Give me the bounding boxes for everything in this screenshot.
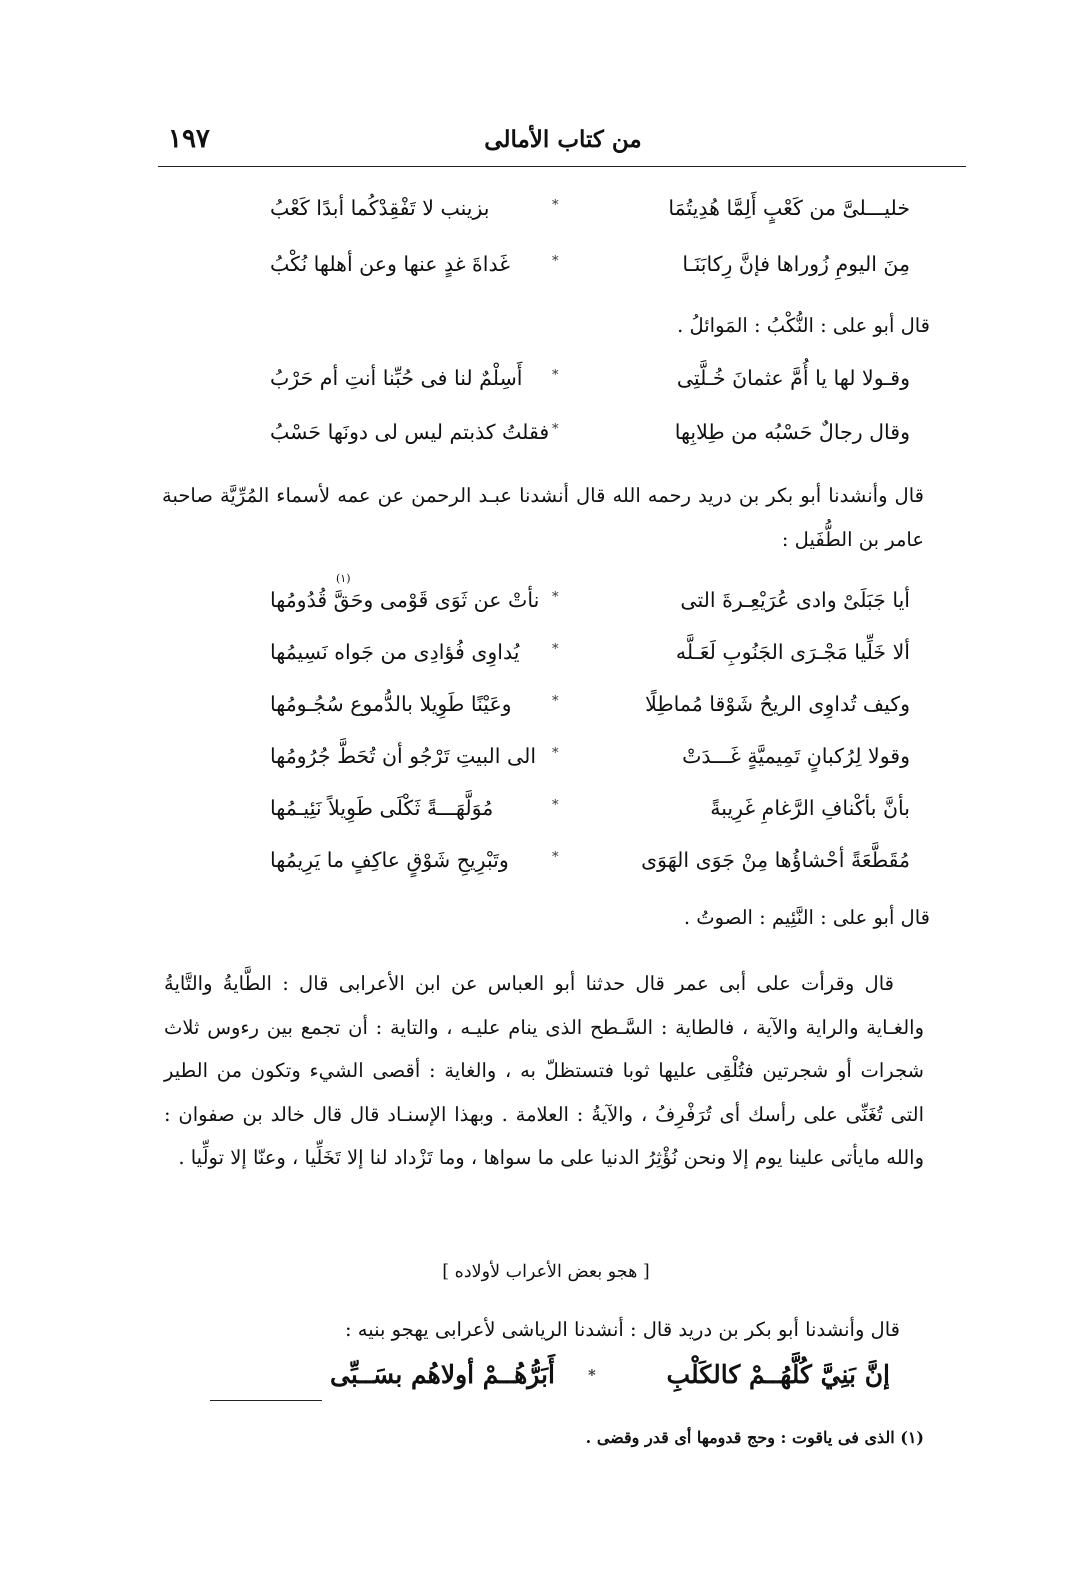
verse-second-hemistich: مُوَلَّهَـــةً ثَكْلَى طَوِيلاً نَئِيـمُها <box>270 796 494 820</box>
verse-line <box>270 692 910 732</box>
intro-asmaa: قال وأنشدنا أبو بكر بن دريد رحمه الله قال أنشدنا عبـد الرحمن عن عمه لأسماء المُرِّيَّة صاحبة عامر بن الطُّفَيل : <box>162 484 924 551</box>
verse-first-hemistich: مِنَ اليومِ زُوراها فإنَّ رِكابَنَـا <box>682 252 910 276</box>
verse-line <box>270 196 910 236</box>
verse-first-hemistich: وقـولا لها يا أُمَّ عثمانَ خُـلَّتِى <box>676 366 910 390</box>
verse-first-hemistich: وقال رجالٌ حَسْبُه من طِلابِها <box>674 420 910 444</box>
page-title: من كتاب الأمالى <box>484 126 642 153</box>
verse-line <box>270 744 910 784</box>
verse-second-hemistich: أَبَرُّهُــمْ أولاهُم بسَــبِّى <box>330 1360 555 1389</box>
running-head <box>160 118 966 158</box>
verse-first-hemistich: مُقَطَّعَةً أحْشاؤُها مِنْ جَوَى الهَوَى <box>641 848 910 872</box>
blank-line <box>210 1400 322 1401</box>
verse-line <box>270 252 910 292</box>
verse-first-hemistich: أيا جَبَلَىْ وادى عُرَيْعِـرةَ التى <box>680 588 910 612</box>
verse-separator-star: * <box>552 642 559 657</box>
intro-riyashi: قال وأنشدنا أبو بكر بن دريد قال : أنشدنا الرياشى لأعرابى يهجو بنيه : <box>344 1318 900 1341</box>
verse-second-hemistich: فقلتُ كذبتم ليس لى دونَها حَسْبُ <box>270 420 550 444</box>
verse-first-hemistich: وقولا لِرُكبانٍ تَمِيميَّةٍ غَـــدَتْ <box>682 744 910 768</box>
section-heading: [ هجو بعض الأعراب لأولاده ] <box>442 1262 650 1282</box>
verse-first-hemistich: خليـــلىَّ من كَعْبٍ أَلِمَّا هُدِيتُمَا <box>668 196 910 220</box>
header-rule <box>158 166 966 167</box>
verse-line <box>270 796 910 836</box>
verse-line <box>270 640 910 680</box>
verse-second-hemistich: نأتْ عن ثَوَى قَوْمى وحَقَّ قُدُومُها <box>270 588 540 612</box>
gloss-naim: قال أبو على : النَّئِيم : الصوتُ . <box>683 906 930 929</box>
verse-separator-star: * <box>552 254 559 269</box>
verse-second-hemistich: وتَبْرِيحِ شَوْقٍ عاكِفٍ ما يَرِيمُها <box>270 848 509 872</box>
verse-second-hemistich: الى البيتِ تَرْجُو أن تُحَطَّ جُرُومُها <box>270 744 537 768</box>
verse-second-hemistich: وعَيْنًا طَوِيلا بالدُّموع سُجُـومُها <box>270 692 512 716</box>
verse-separator-star: * <box>552 694 559 709</box>
verse-second-hemistich: بزينب لا تَفْقِدْكُما أبدًا كَعْبُ <box>270 196 490 220</box>
verse-first-hemistich: إنَّ بَنِيَّ كُلَّهُــمْ كالكَلْبِ <box>666 1360 890 1389</box>
verse-separator-star: * <box>552 198 559 213</box>
verse-separator-star: * <box>552 590 559 605</box>
verse-line <box>270 420 910 460</box>
verse-separator-star: * <box>552 368 559 383</box>
verse-line <box>270 848 910 888</box>
verse-separator-star: * <box>552 746 559 761</box>
verse-second-hemistich: يُداوِى فُؤادِى من جَواه نَسِيمُها <box>270 640 520 664</box>
page-number: ١٩٧ <box>168 124 210 154</box>
paragraph-taya <box>164 962 924 1180</box>
verse-first-hemistich: ألا خَلِّيا مَجْـرَى الجَنُوبِ لَعَـلَّه <box>675 640 910 664</box>
verse-second-hemistich: أَسِلْمٌ لنا فى حُبِّنا أنتِ أم حَرْبُ <box>270 366 523 390</box>
verse-separator-star: * <box>552 850 559 865</box>
verse-line <box>270 366 910 406</box>
gloss-nukb: قال أبو على : النُّكْبُ : المَوائلُ . <box>677 314 930 337</box>
paragraph-taya-text: قال وقرأت على أبى عمر قال حدثنا أبو العباس عن ابن الأعرابى قال : الطَّايةُ والتَّايةُ والغـاية والراية والآية ، فالطاية : السَّـطح الذى ينام عليـه ، والتاية : أن تجمع بين رءوس ثلاث شجرات أو شجرتين فتُلْقِى عليها ثوبا فتستظلّ به ، والغاية : أقصى الشيء وتكون من الطير التى تُغَنِّى على رأسك أى تُرَفْرِفُ ، والآيةُ : العلامة . وبهذا الإسنـاد قال قال خالد بن صفوان : والله مايأتى علينا يوم إلا ونحن نُؤْثِرُ الدنيا على ما سواها ، وما تَزْداد لنا إلا تَخَلِّيا ، وعنّا إلا تولِّيا . <box>164 972 924 1169</box>
verse-separator-star: * <box>552 422 559 437</box>
verse-separator-star: * <box>552 798 559 813</box>
verse-second-hemistich: غَداةَ غدٍ عنها وعن أهلها نُكْبُ <box>270 252 510 276</box>
footnote: (١) الذى فى ياقوت : وحج قدومها أى قدر وقضى . <box>585 1428 924 1447</box>
verse-first-hemistich: بأنَّ بأكْنافِ الرَّغامِ غَرِيبةً <box>710 796 910 820</box>
footnote-marker: (١) <box>336 572 351 585</box>
verse-separator-star: * <box>588 1366 596 1384</box>
final-verse <box>330 1360 890 1406</box>
verse-line <box>270 572 910 628</box>
verse-first-hemistich: وكيف تُداوِى الريحُ شَوْقا مُماطِلًا <box>645 692 910 716</box>
